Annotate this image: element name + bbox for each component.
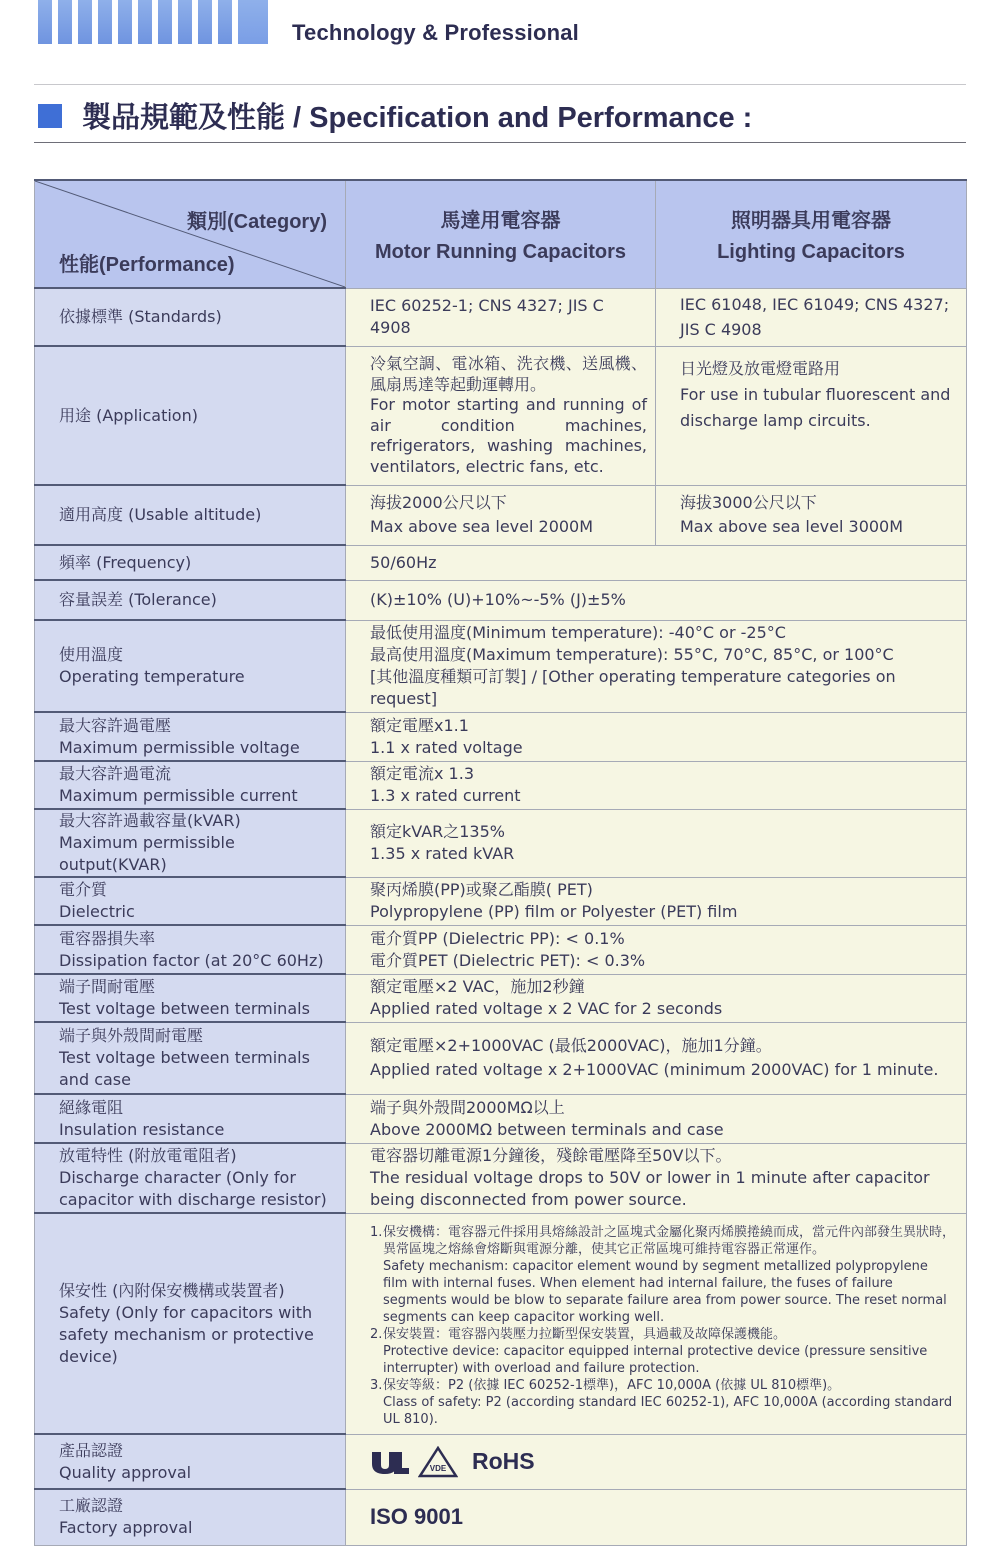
row-label: 頻率 (Frequency): [35, 545, 346, 580]
shared-value: 最低使用溫度(Minimum temperature): -40°C or -25°C 最高使用溫度(Maximum temperature): 55°C, 70°C, 85°C, or 100°C [其他溫度種類可訂製] / [Other operating temperature categories on request]: [346, 620, 967, 712]
table-row: [35, 485, 967, 545]
performance-header: 性能(Performance): [59, 254, 235, 276]
table-row: [35, 1213, 967, 1434]
iso-label: ISO 9001: [370, 1504, 463, 1529]
lighting-header-en: Lighting Capacitors: [717, 241, 905, 264]
table-row: [35, 620, 967, 712]
row-label: 絕緣電阻 Insulation resistance: [35, 1094, 346, 1143]
list-item: 2. 保安裝置：電容器內裝壓力拉斷型保安裝置，具過載及故障保護機能。 Protective device: capacitor equipped internal protective device (pressure sensitive interrupter) with overload and failure protection.: [370, 1326, 928, 1376]
lighting-header: [656, 180, 967, 288]
stripe-block: [178, 0, 192, 44]
tagline: Technology & Professional: [292, 20, 579, 45]
table-header-row: [35, 180, 967, 288]
motor-header-en: Motor Running Capacitors: [374, 241, 627, 264]
shared-value: 聚丙烯膜(PP)或聚乙酯膜( PET) Polypropylene (PP) film or Polyester (PET) film: [346, 877, 967, 925]
shared-value: 額定電流x 1.3 1.3 x rated current: [346, 761, 967, 809]
row-label: 依據標準 (Standards): [35, 288, 346, 346]
stripe-block: [218, 0, 232, 44]
shared-value: [346, 1213, 967, 1434]
certification-logos: [346, 1446, 966, 1478]
table-row: [35, 877, 967, 925]
motor-value: IEC 60252-1; CNS 4327; JIS C 4908: [346, 288, 656, 346]
table-row: [35, 974, 967, 1022]
motor-value: 海拔2000公尺以下 Max above sea level 2000M: [346, 485, 656, 545]
row-label: 電容器損失率 Dissipation factor (at 20°C 60Hz): [35, 925, 346, 974]
row-label: 適用高度 (Usable altitude): [35, 485, 346, 545]
stripe-block: [118, 0, 132, 44]
ul-recognized-icon: [370, 1449, 410, 1475]
table-row: [35, 1143, 967, 1213]
stripe-block: [78, 0, 92, 44]
row-label: 放電特性 (附放電電阻者) Discharge character (Only for capacitor with discharge resistor): [35, 1143, 346, 1213]
shared-value: 額定kVAR之135% 1.35 x rated kVAR: [346, 809, 967, 877]
row-label: 產品認證 Quality approval: [35, 1434, 346, 1489]
stripe-block: [98, 0, 112, 44]
row-label: 保安性 (內附保安機構或裝置者) Safety (Only for capacitors with safety mechanism or protective device): [35, 1213, 346, 1434]
row-label: 用途 (Application): [35, 346, 346, 485]
table-row: [35, 1489, 967, 1545]
motor-header: [346, 180, 656, 288]
list-item: 1. 保安機構：電容器元件採用具熔絲設計之區塊式金屬化聚丙烯膜捲繞而成，當元件內部發生異狀時，異常區塊之熔絲會熔斷與電源分離，使其它正常區塊可維持電容器正常運作。 Safety mechanism: capacitor element wound by segment metallized polypropylene film with internal fuses. When element had internal failure, the fuses of failure segments would be blow to separate failure area from power source. The reset normal segments can keep capacitor working well.: [370, 1224, 956, 1325]
stripe-block: [238, 0, 268, 44]
divider: [34, 84, 966, 85]
page-title: 製品規範及性能 / Specification and Performance :: [82, 102, 753, 134]
table-row: [35, 545, 967, 580]
row-label: 最大容許過電流 Maximum permissible current: [35, 761, 346, 809]
table-row: [35, 761, 967, 809]
motor-header-zh: 馬達用電容器: [440, 210, 561, 233]
vde-triangle-icon: [418, 1446, 458, 1478]
table-row: [35, 712, 967, 761]
row-label: 最大容許過載容量(kVAR) Maximum permissible output(KVAR): [35, 809, 346, 877]
table-row: [35, 1434, 967, 1489]
shared-value: (K)±10% (U)+10%~-5% (J)±5%: [346, 580, 967, 620]
shared-value: [346, 1489, 967, 1545]
spec-table: [34, 179, 967, 1546]
stripe-block: [138, 0, 152, 44]
rohs-label: RoHS: [472, 1448, 535, 1474]
table-row: [35, 1022, 967, 1094]
stripe-block: [198, 0, 212, 44]
shared-value: 額定電壓×2+1000VAC (最低2000VAC)，施加1分鐘。 Applied rated voltage x 2+1000VAC (minimum 2000VAC) for 1 minute.: [346, 1022, 967, 1094]
row-label: 最大容許過電壓 Maximum permissible voltage: [35, 712, 346, 761]
shared-value: 額定電壓x1.1 1.1 x rated voltage: [346, 712, 967, 761]
table-row: [35, 580, 967, 620]
row-label: 端子間耐電壓 Test voltage between terminals: [35, 974, 346, 1022]
table-row: [35, 346, 967, 485]
table-row: [35, 1094, 967, 1143]
shared-value: 電介質PP (Dielectric PP): < 0.1% 電介質PET (Dielectric PET): < 0.3%: [346, 925, 967, 974]
row-label: 工廠認證 Factory approval: [35, 1489, 346, 1545]
table-row: [35, 809, 967, 877]
shared-value: [346, 1434, 967, 1489]
svg-text:VDE: VDE: [429, 1463, 447, 1473]
category-header: 類別(Category): [186, 211, 327, 233]
square-bullet-icon: [38, 104, 62, 128]
motor-value: 冷氣空調、電冰箱、洗衣機、送風機、風扇馬達等起動運轉用。 For motor starting and running of air condition machines, refrigerators, washing machines, ventilators, electric fans, etc.: [346, 346, 656, 485]
lighting-value: 日光燈及放電燈電路用 For use in tubular fluorescent and discharge lamp circuits.: [656, 346, 967, 485]
divider: [34, 142, 966, 143]
section-heading: [38, 95, 752, 136]
lighting-value: IEC 61048, IEC 61049; CNS 4327; JIS C 4908: [656, 288, 967, 346]
lighting-header-zh: 照明器具用電容器: [731, 210, 891, 233]
table-row: [35, 925, 967, 974]
shared-value: 額定電壓×2 VAC，施加2秒鐘 Applied rated voltage x 2 VAC for 2 seconds: [346, 974, 967, 1022]
stripe-block: [158, 0, 172, 44]
shared-value: 端子與外殼間2000MΩ以上 Above 2000MΩ between terminals and case: [346, 1094, 967, 1143]
stripe-block: [58, 0, 72, 44]
stripe-block: [38, 0, 52, 44]
shared-value: 50/60Hz: [346, 545, 967, 580]
lighting-value: 海拔3000公尺以下 Max above sea level 3000M: [656, 485, 967, 545]
row-label: 端子與外殼間耐電壓 Test voltage between terminals and case: [35, 1022, 346, 1094]
diagonal-header-cell: [35, 180, 346, 288]
row-label: 容量誤差 (Tolerance): [35, 580, 346, 620]
shared-value: 電容器切離電源1分鐘後，殘餘電壓降至50V以下。 The residual voltage drops to 50V or lower in 1 minute after capacitor being disconnected from power source.: [346, 1143, 967, 1213]
header-stripes: [38, 0, 288, 44]
row-label: 使用溫度 Operating temperature: [35, 620, 346, 712]
list-item: 3. 保安等級：P2 (依據 IEC 60252-1標準)，AFC 10,000A (依據 UL 810標準)。 Class of safety: P2 (according standard IEC 60252-1), AFC 10,000A (according standard UL 810).: [370, 1377, 953, 1427]
table-row: [35, 288, 967, 346]
row-label: 電介質 Dielectric: [35, 877, 346, 925]
